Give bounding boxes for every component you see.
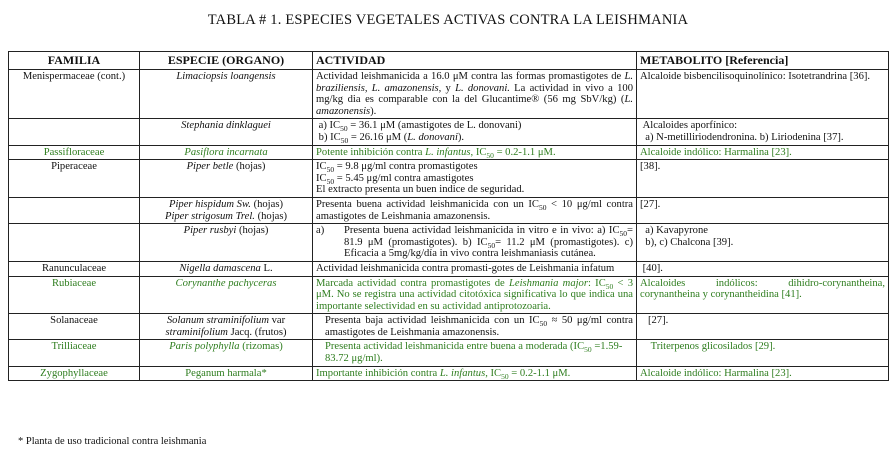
activity-text: , IC: [470, 146, 487, 158]
metabolito-cell: Alcaloide indólico: Harmalina [23].: [637, 145, 889, 160]
metabolito-text: Triterpenos glicosilados [29].: [650, 341, 776, 353]
organ-text: Jacq. (frutos): [230, 326, 287, 338]
organ-text: L.: [263, 262, 273, 274]
metabolito-text: Alcaloides aporfínico:: [642, 120, 738, 132]
species-name: Piper betle: [186, 161, 234, 173]
activity-text: Importante inhibición contra: [316, 367, 438, 379]
familia-cell: Menispermaceae (cont.): [9, 70, 140, 119]
table-row: [9, 119, 889, 145]
familia-cell: Trilliaceae: [9, 340, 140, 366]
activity-text: ).: [370, 105, 377, 117]
activity-text: El extracto presenta un buen indice de seguridad.: [316, 184, 525, 196]
activity-text: < 10 μg/ml contra amastigotes de Leishmania amazonensis.: [316, 198, 633, 222]
familia-cell: Ranunculaceae: [9, 261, 140, 276]
species-name: Stephania dinklaguei: [181, 120, 271, 132]
header-actividad: ACTIVIDAD: [313, 52, 637, 70]
activity-text: = 0.2-1.1 μM.: [511, 367, 571, 379]
familia-cell: [9, 224, 140, 262]
activity-text: = 11.2 μM (promastigotes). c) Eficacia a 5mg/kg/día in vivo contra leishmaniasis cutánea.: [344, 236, 634, 260]
activity-species: L. infantus: [439, 367, 486, 379]
activity-text: IC: [316, 161, 327, 173]
subscript: 50: [340, 136, 349, 146]
especie-cell: [140, 224, 313, 262]
species-name: Pasiflora incarnata: [184, 146, 268, 158]
subscript: 50: [584, 345, 592, 355]
metabolito-cell: [637, 261, 889, 276]
activity-species: L. amazonensis: [316, 94, 633, 117]
actividad-cell: [313, 340, 637, 366]
familia-cell: Zygophyllaceae: [9, 366, 140, 381]
header-metabolito: METABOLITO [Referencia]: [637, 52, 889, 70]
activity-text: , IC: [485, 367, 502, 379]
activity-text: = 36.1 μM (amastigotes de L. donovani): [350, 120, 522, 132]
species-name: Piper strigosum Trel.: [164, 210, 255, 222]
metabolito-cell: [637, 119, 889, 145]
activity-species: Leishmania major: [508, 277, 588, 289]
familia-cell: Piperaceae: [9, 160, 140, 198]
actividad-cell: [313, 197, 637, 223]
especie-cell: [140, 276, 313, 314]
familia-cell: Rubiaceae: [9, 276, 140, 314]
organ-text: (rizomas): [242, 341, 283, 353]
table-row: [9, 197, 889, 223]
organ-text: (hojas): [253, 198, 283, 210]
actividad-cell: [313, 160, 637, 198]
metabolito-cell: Alcaloides indólicos: dihidro-corynantheina, corynantheina y corynantheidina [41].: [637, 276, 889, 314]
metabolito-text: a) N-metilliriodendronina. b) Liriodenina [37].: [645, 131, 844, 143]
activity-text: Potente inhibición contra: [316, 146, 423, 158]
organ-text: (hojas): [238, 225, 269, 237]
table-row: [9, 145, 889, 160]
activity-species: L. infantus: [425, 146, 471, 158]
activity-text: = 81.9 μM (promastigotes). b) IC: [344, 225, 633, 248]
especie-cell: [140, 340, 313, 366]
table-title: TABLA # 1. ESPECIES VEGETALES ACTIVAS CONTRA LA LEISHMANIA: [207, 12, 689, 28]
familia-cell: Passifloraceae: [9, 145, 140, 160]
metabolito-cell: [38].: [637, 160, 889, 198]
header-row: [9, 52, 889, 70]
subscript: 50: [487, 240, 496, 250]
activity-text: =1.59-83.72 μg/ml).: [325, 341, 623, 365]
species-table: [8, 51, 889, 381]
table-row: [9, 224, 889, 262]
subscript: 50: [619, 229, 628, 239]
subscript: 50: [340, 124, 348, 134]
familia-cell: Solanaceae: [9, 314, 140, 340]
actividad-cell: [313, 145, 637, 160]
especie-cell: [140, 119, 313, 145]
activity-text: y: [445, 82, 451, 94]
metabolito-cell: [637, 340, 889, 366]
actividad-cell: [313, 70, 637, 119]
activity-text: Actividad leishmanicida a 16.0 μM contra las formas promastigotes de: [316, 71, 622, 82]
especie-cell: [140, 145, 313, 160]
especie-cell: [140, 314, 313, 340]
actividad-cell: [313, 276, 637, 314]
subscript: 50: [326, 165, 335, 175]
organ-text: var: [271, 315, 286, 327]
subscript: 50: [501, 371, 509, 381]
activity-text: Presenta buena actividad leishmanicida con un IC: [316, 198, 539, 210]
list-marker: a): [316, 225, 325, 237]
especie-cell: [140, 70, 313, 119]
subscript: 50: [326, 176, 335, 186]
subscript: 50: [539, 319, 548, 329]
especie-cell: [140, 197, 313, 223]
activity-text: La actividad in vivo a 100 mg/kg dia es comparable con la del Glucantime® (56 mg SbV/kg) (: [316, 82, 633, 106]
table-row: [9, 70, 889, 119]
species-name: Corynanthe pachyceras: [175, 277, 277, 289]
table-row: [9, 261, 889, 276]
metabolito-cell: Alcaloide indólico: Harmalina [23].: [637, 366, 889, 381]
activity-species: L. braziliensis, L. amazonensis,: [316, 71, 633, 94]
actividad-cell: [313, 314, 637, 340]
activity-text: = 9.8 μg/ml contra promastigotes: [336, 161, 478, 173]
activity-text: ≈ 50 μg/ml contra amastigotes de Leishmania amazonensis.: [325, 315, 633, 338]
table-row: [9, 276, 889, 314]
activity-text: a) IC: [318, 120, 341, 132]
species-name: Paris polyphylla: [169, 341, 240, 353]
species-name: straminifolium: [165, 326, 228, 338]
activity-text: Marcada actividad contra promastigotes de: [316, 277, 505, 289]
species-name: Piper rusbyi: [183, 225, 237, 237]
species-name: Limaciopsis loangensis: [176, 71, 276, 82]
metabolito-text: [27].: [647, 315, 669, 327]
especie-cell: [140, 261, 313, 276]
activity-block: [316, 225, 633, 260]
header-especie: ESPECIE (ORGANO): [140, 52, 313, 70]
footnote: * Planta de uso tradicional contra leishmania: [18, 436, 207, 447]
actividad-cell: [313, 224, 637, 262]
metabolito-text: a) Kavapyrone: [645, 225, 708, 237]
organ-text: (hojas): [257, 210, 288, 222]
especie-cell: Peganum harmala*: [140, 366, 313, 381]
activity-text: = 5.45 μg/ml contra amastigotes: [336, 172, 474, 184]
activity-text: = 0.2-1.1 μM.: [496, 146, 556, 158]
activity-text: IC: [316, 172, 327, 184]
activity-text: = 26.16 μM (: [350, 131, 408, 143]
table-row: [9, 314, 889, 340]
actividad-cell: Actividad leishmanicida contra promasti-gotes de Leishmania infatum: [313, 261, 637, 276]
subscript: 50: [486, 150, 494, 160]
actividad-cell: [313, 119, 637, 145]
actividad-cell: [313, 366, 637, 381]
species-name: Solanum straminifolium: [166, 315, 269, 327]
familia-cell: [9, 197, 140, 223]
activity-text: Presenta buena actividad leishmanicida in vitro e in vivo: a) IC: [344, 225, 620, 237]
species-name: Nigella damascena: [179, 262, 261, 274]
metabolito-text: b), c) Chalcona [39].: [645, 236, 734, 248]
activity-text: ).: [457, 131, 465, 143]
metabolito-cell: Alcaloide bisbencilisoquinolínico: Isotetrandrina [36].: [637, 70, 889, 119]
especie-cell: [140, 160, 313, 198]
metabolito-cell: [637, 314, 889, 340]
organ-text: (hojas): [236, 161, 266, 173]
activity-species: L. donovani.: [455, 82, 510, 94]
activity-text: b) IC: [318, 131, 341, 143]
activity-body: [344, 225, 633, 260]
subscript: 50: [538, 203, 547, 213]
subscript: 50: [605, 281, 614, 291]
table-row: [9, 160, 889, 198]
table-row: [9, 366, 889, 381]
activity-species: L. donovani: [407, 131, 458, 143]
header-familia: FAMILIA: [9, 52, 140, 70]
metabolito-text: [40].: [642, 262, 663, 274]
activity-text: Presenta actividad leishmanicida entre buena a moderada (IC: [325, 341, 585, 353]
metabolito-cell: [27].: [637, 197, 889, 223]
table-row: [9, 340, 889, 366]
activity-text: < 3 μM. No se registra una actividad citotóxica significativa lo que indica una importante selectividad en su actividad antiprotozoaria.: [316, 277, 634, 312]
activity-text: : IC: [587, 277, 606, 289]
metabolito-cell: [637, 224, 889, 262]
activity-text: Presenta baja actividad leishmanicida con un IC: [325, 315, 540, 327]
species-name: Piper hispidum Sw.: [169, 198, 251, 210]
familia-cell: [9, 119, 140, 145]
